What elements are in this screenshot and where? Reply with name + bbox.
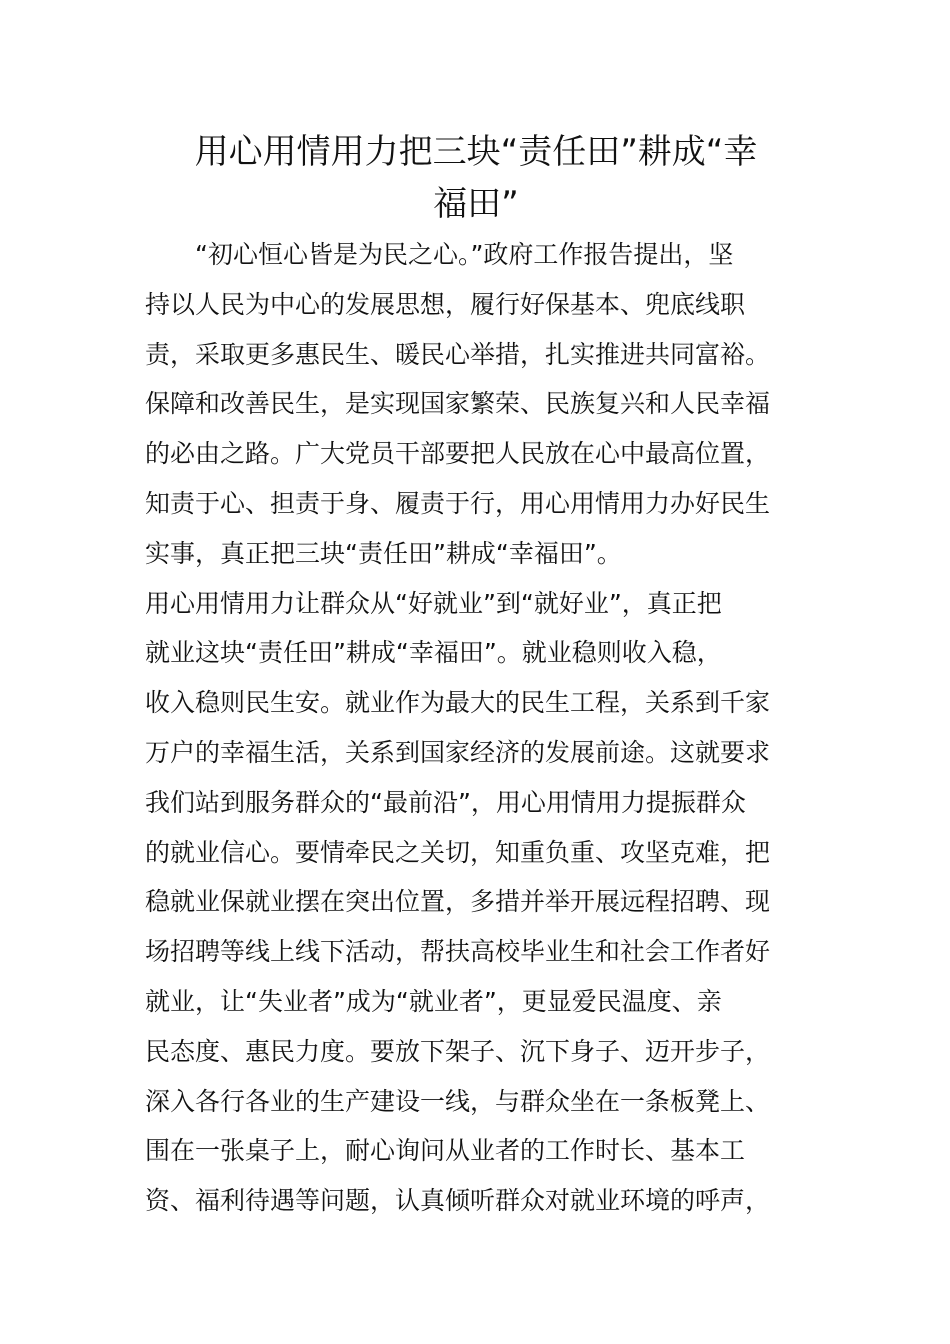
text-line-10: 收入稳则民生安。就业作为最大的民生工程，关系到千家: [145, 688, 771, 718]
text-line-8: 用心用情用力让群众从“好就业”到“就好业”，真正把: [145, 588, 722, 618]
document-body: [145, 230, 815, 1226]
text-line-7: 实事，真正把三块“责任田”耕成“幸福田”。: [145, 538, 622, 568]
text-line-12: 我们站到服务群众的“最前沿”，用心用情用力提振群众: [145, 787, 746, 817]
text-line-9: 就业这块“责任田”耕成“幸福田”。就业稳则收入稳，: [145, 638, 722, 668]
text-line-15: 场招聘等线上线下活动，帮扶高校毕业生和社会工作者好: [145, 937, 771, 967]
text-line-1: “初心恒心皆是为民之心。”政府工作报告提出，坚: [145, 240, 734, 269]
text-line-11: 万户的幸福生活，关系到国家经济的发展前途。这就要求: [145, 737, 771, 767]
text-line-6: 知责于心、担责于身、履责于行，用心用情用力办好民生: [145, 488, 771, 518]
text-line-5: 的必由之路。广大党员干部要把人民放在心中最高位置，: [145, 439, 771, 469]
title-line-1: 用心用情用力把三块“责任田”耕成“幸: [194, 132, 758, 172]
text-line-2: 持以人民为中心的发展思想，履行好保基本、兜底线职: [145, 289, 746, 319]
text-line-14: 稳就业保就业摆在突出位置，多措并举开展远程招聘、现: [145, 887, 771, 917]
text-line-3: 责，采取更多惠民生、暖民心举措，扎实推进共同富裕。: [145, 339, 771, 369]
title-line-2: 福田”: [433, 184, 519, 224]
text-line-20: 资、福利待遇等问题，认真倾听群众对就业环境的呼声，: [145, 1186, 771, 1216]
text-line-4: 保障和改善民生，是实现国家繁荣、民族复兴和人民幸福: [145, 389, 771, 419]
text-line-18: 深入各行各业的生产建设一线，与群众坐在一条板凳上、: [145, 1086, 771, 1116]
text-line-17: 民态度、惠民力度。要放下架子、沉下身子、迈开步子，: [145, 1036, 771, 1066]
text-line-13: 的就业信心。要情牵民之关切，知重负重、攻坚克难，把: [145, 837, 771, 867]
text-line-16: 就业，让“失业者”成为“就业者”，更显爱民温度、亲: [145, 986, 722, 1016]
text-line-19: 围在一张桌子上，耐心询问从业者的工作时长、基本工: [145, 1136, 746, 1166]
document-title: [145, 126, 807, 230]
